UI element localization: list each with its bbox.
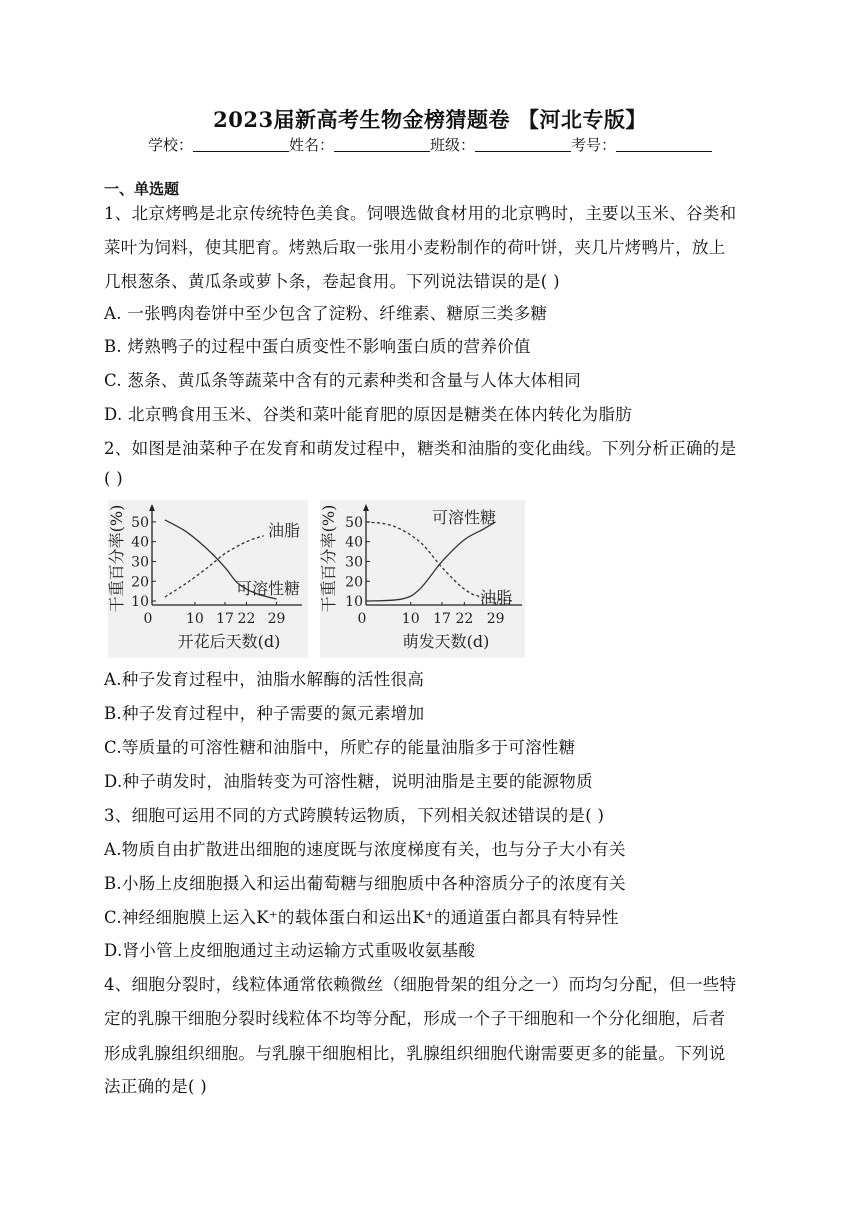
name-blank[interactable]: [334, 137, 430, 152]
q2-option-b: B.种子发育过程中，种子需要的氮元素增加: [104, 704, 425, 723]
exam-number-blank[interactable]: [616, 137, 712, 152]
x-tick-label: 0: [143, 611, 153, 627]
y-tick-label: 40: [345, 534, 363, 551]
class-blank[interactable]: [475, 137, 571, 152]
series-label: 可溶性糖: [432, 508, 497, 527]
series-label: 可溶性糖: [236, 579, 301, 598]
chart-germination: [320, 500, 525, 662]
q3-stem-line: 3、细胞可运用不同的方式跨膜转运物质，下列相关叙述错误的是( ): [104, 806, 605, 825]
x-tick-label: 10: [186, 611, 204, 627]
q2-option-a: A.种子发育过程中，油脂水解酶的活性很高: [104, 670, 425, 689]
q1-option-b: B. 烤熟鸭子的过程中蛋白质变性不影响蛋白质的营养价值: [104, 337, 531, 356]
x-tick-label: 29: [267, 611, 286, 627]
x-tick-label: 17: [433, 611, 451, 627]
q2-stem-line: ( ): [104, 469, 124, 488]
x-tick-label: 17: [216, 611, 234, 627]
class-label: 班级：: [430, 136, 476, 154]
y-tick-label: 20: [131, 574, 149, 591]
x-tick-label: 22: [455, 611, 474, 627]
q3-option-a: A.物质自由扩散进出细胞的速度既与浓度梯度有关，也与分子大小有关: [104, 840, 626, 859]
y-axis-label: 干重百分率(%): [108, 504, 126, 613]
chart-development: [108, 500, 308, 662]
q1-option-a: A. 一张鸭肉卷饼中至少包含了淀粉、纤维素、糖原三类多糖: [104, 304, 548, 323]
exam-number-label: 考号：: [571, 136, 617, 154]
q2-option-d: D.种子萌发时，油脂转变为可溶性糖，说明油脂是主要的能源物质: [104, 772, 593, 791]
x-tick-label: 22: [237, 611, 256, 627]
q4-stem-line: 4、细胞分裂时，线粒体通常依赖微丝（细胞骨架的组分之一）而均匀分配，但一些特: [104, 975, 737, 994]
q4-stem-line: 法正确的是( ): [104, 1077, 208, 1096]
q3-option-c: C.神经细胞膜上运入K⁺的载体蛋白和运出K⁺的通道蛋白都具有特异性: [104, 908, 619, 927]
series-label: 油脂: [268, 521, 301, 540]
y-tick-label: 50: [345, 514, 363, 531]
series-label: 油脂: [480, 588, 513, 607]
y-tick-label: 10: [131, 594, 149, 611]
x-tick-label: 10: [401, 611, 420, 627]
x-axis-label: 萌发天数(d): [402, 632, 490, 651]
name-label: 姓名：: [288, 136, 334, 154]
y-tick-label: 50: [131, 514, 149, 531]
q1-option-c: C. 葱条、黄瓜条等蔬菜中含有的元素种类和含量与人体大体相同: [104, 371, 582, 390]
chart-development-svg: [108, 500, 308, 658]
x-axis-label: 开花后天数(d): [177, 632, 281, 651]
q1-stem-line: 菜叶为饲料，使其肥育。烤熟后取一张用小麦粉制作的荷叶饼，夹几片烤鸭片，放上: [104, 238, 726, 257]
q3-option-d: D.肾小管上皮细胞通过主动运输方式重吸收氨基酸: [104, 941, 476, 960]
page-title: 2023届新高考生物金榜猜题卷 【河北专版】: [213, 107, 647, 132]
school-blank[interactable]: [193, 137, 289, 152]
student-info-row: [0, 134, 860, 155]
chart-germination-svg: [320, 500, 525, 658]
q2-stem-line: 2、如图是油菜种子在发育和萌发过程中，糖类和油脂的变化曲线。下列分析正确的是: [104, 439, 737, 458]
school-label: 学校：: [147, 136, 193, 154]
q4-stem-line: 定的乳腺干细胞分裂时线粒体不均等分配，形成一个子干细胞和一个分化细胞，后者: [104, 1009, 726, 1028]
section-title: 一、单选题: [104, 180, 180, 198]
q4-stem-line: 形成乳腺组织细胞。与乳腺干细胞相比，乳腺组织细胞代谢需要更多的能量。下列说: [104, 1044, 726, 1063]
q1-option-d: D. 北京鸭食用玉米、谷类和菜叶能育肥的原因是糖类在体内转化为脂肪: [104, 405, 633, 424]
y-tick-label: 30: [345, 554, 363, 571]
y-tick-label: 10: [345, 594, 363, 611]
y-tick-label: 40: [131, 534, 149, 551]
q2-option-c: C.等质量的可溶性糖和油脂中，所贮存的能量油脂多于可溶性糖: [104, 738, 576, 757]
q1-stem-line: 几根葱条、黄瓜条或萝卜条，卷起食用。下列说法错误的是( ): [104, 272, 560, 291]
y-tick-label: 20: [345, 574, 363, 591]
y-tick-label: 30: [131, 554, 149, 571]
x-tick-label: 29: [486, 611, 505, 627]
q1-stem-line: 1、北京烤鸭是北京传统特色美食。饲喂选做食材用的北京鸭时，主要以玉米、谷类和: [104, 204, 737, 223]
q3-option-b: B.小肠上皮细胞摄入和运出葡萄糖与细胞质中各种溶质分子的浓度有关: [104, 874, 626, 893]
x-tick-label: 0: [357, 611, 367, 627]
y-axis-label: 干重百分率(%): [320, 504, 338, 613]
